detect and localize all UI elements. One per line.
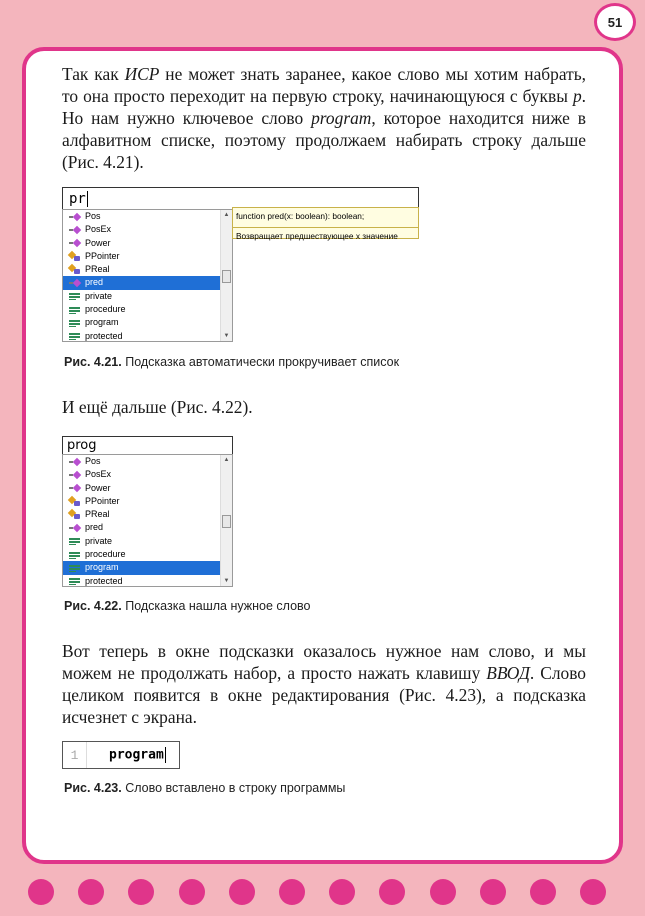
function-icon [69, 483, 82, 493]
list-item-procedure[interactable] [63, 303, 220, 316]
list-item-ppointer[interactable] [63, 495, 220, 508]
list-item-label: Pos [85, 456, 101, 466]
list-item-label: pred [85, 522, 104, 533]
keyword-icon [69, 318, 82, 328]
tooltip-pred [232, 207, 419, 239]
list-item-label: PPointer [85, 495, 120, 506]
list-item-ppointer[interactable] [63, 250, 220, 263]
paragraph-3: Вот теперь в окне подсказки оказалось нужное нам слово, и мы можем не продолжать набор, а просто нажать клавишу ВВОД. Слово целиком появится в окне редактирования (Рис. 4.23), а подсказка исчезнет с экрана. [62, 641, 586, 727]
list-item-pos[interactable] [63, 210, 220, 223]
type-icon [69, 265, 82, 275]
list-item-label: PReal [85, 509, 110, 520]
list-items [63, 210, 220, 342]
decorative-dot [78, 879, 104, 905]
decorative-dot [128, 879, 154, 905]
list-item-label: procedure [85, 549, 126, 560]
page-number: 51 [594, 3, 636, 41]
function-icon [69, 238, 82, 248]
function-icon [69, 278, 82, 288]
scroll-up-icon[interactable]: ▲ [223, 457, 230, 463]
keyword-icon [69, 576, 82, 586]
type-icon [69, 497, 82, 507]
list-item-label: protected [85, 330, 123, 341]
scroll-up-icon[interactable]: ▲ [223, 212, 230, 218]
list-item-label: Power [85, 237, 111, 248]
type-icon [69, 252, 82, 262]
paragraph-1: Так как ИСР не может знать заранее, какое слово мы хотим набрать, то она просто переходит на первую строку, начинающуюся с буквы р. Но нам нужно ключевое слово program, которое находится ниже в алфавитном списке, поэтому продолжаем набирать строку дальше (Рис. 4.21). [62, 64, 586, 172]
decorative-dots [0, 869, 645, 916]
decorative-dot [530, 879, 556, 905]
editor-line-fig2[interactable]: prog [62, 436, 233, 455]
list-item-label: program [85, 562, 119, 573]
list-item-pos[interactable] [63, 455, 220, 468]
decorative-dot [329, 879, 355, 905]
paragraph-2: И ещё дальше (Рис. 4.22). [62, 397, 253, 417]
line-number: 1 [63, 742, 87, 768]
list-item-power[interactable] [63, 482, 220, 495]
list-item-label: protected [85, 575, 123, 586]
keyword-icon [69, 305, 82, 315]
autocomplete-list-fig1[interactable] [62, 209, 233, 342]
keyword-icon [69, 536, 82, 546]
scrollbar[interactable] [220, 210, 232, 341]
list-items [63, 455, 220, 587]
tooltip-description: Возвращает предшествующее x значение [233, 227, 418, 247]
decorative-dot [179, 879, 205, 905]
list-item-pred[interactable] [63, 276, 220, 289]
scroll-down-icon[interactable]: ▼ [223, 333, 230, 339]
code-text[interactable]: program [109, 747, 164, 763]
decorative-dot [229, 879, 255, 905]
type-icon [69, 510, 82, 520]
list-item-label: Power [85, 482, 111, 493]
decorative-dot [430, 879, 456, 905]
list-item-label: private [85, 290, 113, 301]
decorative-dot [28, 879, 54, 905]
decorative-dot [379, 879, 405, 905]
list-item-label: program [85, 317, 119, 328]
list-item-power[interactable] [63, 237, 220, 250]
list-item-label: PReal [85, 264, 110, 275]
list-item-private[interactable] [63, 535, 220, 548]
scroll-thumb[interactable] [222, 515, 231, 528]
tooltip-signature: function pred(x: boolean): boolean; [236, 211, 365, 221]
scroll-thumb[interactable] [222, 270, 231, 283]
list-item-procedure[interactable] [63, 548, 220, 561]
keyword-icon [69, 563, 82, 573]
list-item-preal[interactable] [63, 508, 220, 521]
scroll-down-icon[interactable]: ▼ [223, 578, 230, 584]
code-editor-line[interactable] [62, 741, 180, 769]
keyword-icon [69, 550, 82, 560]
list-item-private[interactable] [63, 290, 220, 303]
list-item-program[interactable] [63, 316, 220, 329]
caption-fig-4-21: Рис. 4.21. Подсказка автоматически прокручивает список [64, 355, 400, 369]
list-item-label: PPointer [85, 250, 120, 261]
keyword-icon [69, 331, 82, 341]
list-item-label: Pos [85, 211, 101, 221]
autocomplete-list-fig2[interactable] [62, 454, 233, 587]
list-item-posex[interactable] [63, 468, 220, 481]
keyword-icon [69, 291, 82, 301]
list-item-label: PosEx [85, 224, 112, 235]
decorative-dot [279, 879, 305, 905]
scrollbar[interactable] [220, 455, 232, 586]
function-icon [69, 457, 82, 467]
function-icon [69, 212, 82, 222]
list-item-program[interactable] [63, 561, 220, 574]
decorative-dot [580, 879, 606, 905]
function-icon [69, 225, 82, 235]
caption-fig-4-22: Рис. 4.22. Подсказка нашла нужное слово [64, 599, 311, 613]
caption-fig-4-23: Рис. 4.23. Слово вставлено в строку программы [64, 781, 346, 795]
list-item-protected[interactable] [63, 575, 220, 587]
list-item-label: private [85, 535, 113, 546]
list-item-label: procedure [85, 304, 126, 315]
function-icon [69, 470, 82, 480]
list-item-label: PosEx [85, 469, 112, 480]
list-item-posex[interactable] [63, 223, 220, 236]
decorative-dot [480, 879, 506, 905]
function-icon [69, 523, 82, 533]
list-item-preal[interactable] [63, 263, 220, 276]
editor-line-fig1[interactable]: pr [62, 187, 419, 210]
list-item-label: pred [85, 277, 104, 288]
list-item-protected[interactable] [63, 330, 220, 342]
list-item-pred[interactable] [63, 521, 220, 534]
